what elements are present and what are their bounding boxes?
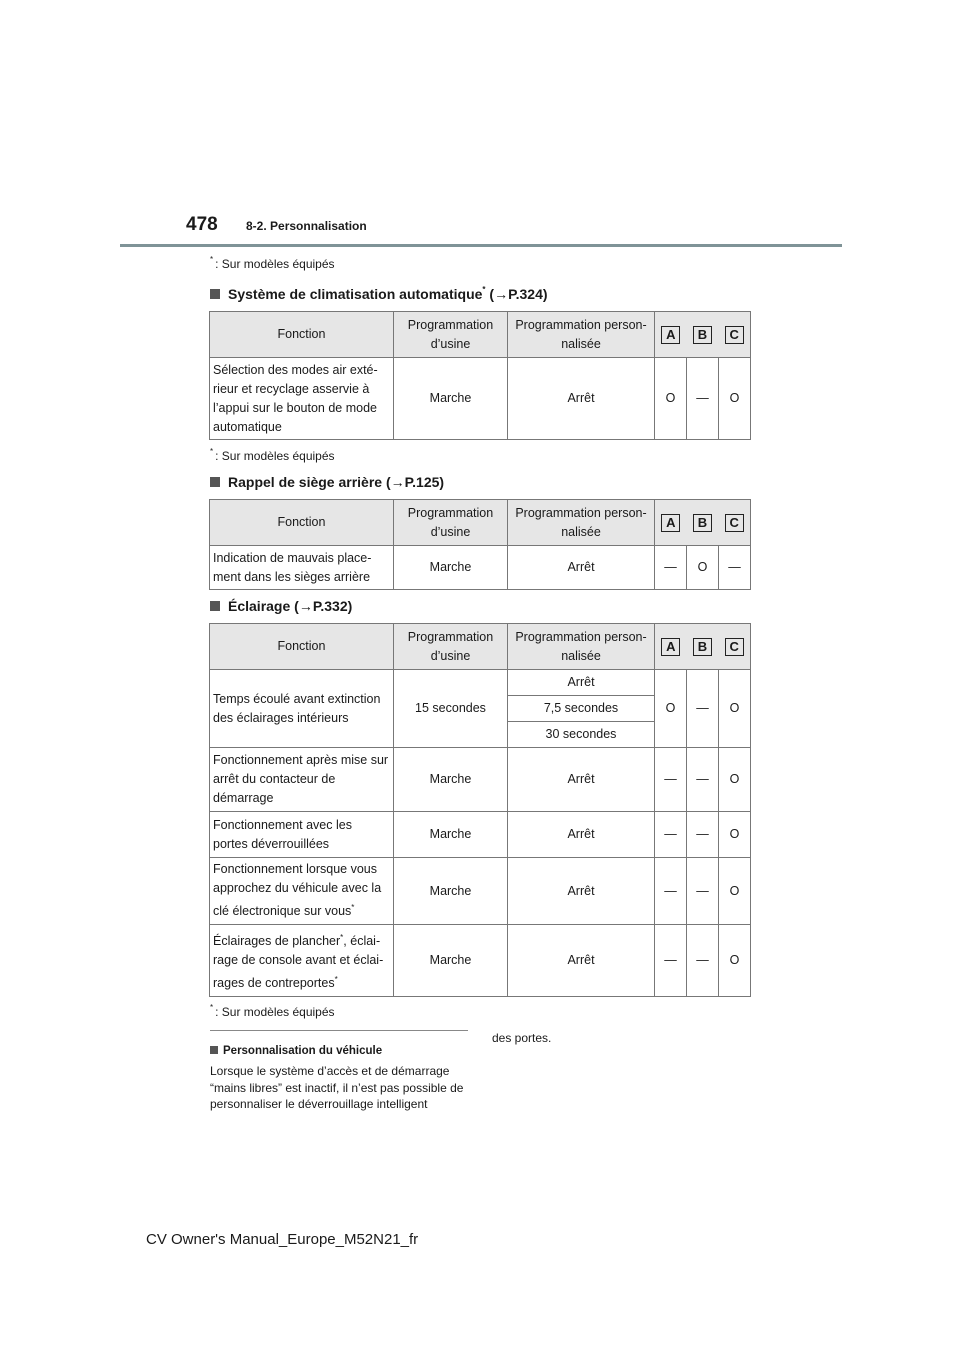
function-text: Fonctionnement lorsque vous approchez du véhicule avec la clé électronique sur vous [213, 862, 382, 919]
header-personnalisee: Programmation person-nalisée [508, 500, 655, 546]
bullet-square-icon [210, 601, 220, 611]
cell-a: — [655, 812, 687, 858]
cell-factory: Marche [394, 358, 508, 440]
box-b-icon: B [693, 638, 712, 656]
heading-text: Éclairage [228, 598, 291, 614]
header-abc [655, 500, 751, 546]
cell-custom-option: 30 secondes [508, 722, 655, 748]
header-abc [655, 312, 751, 358]
box-c-icon: C [725, 326, 744, 344]
cell-custom: Arrêt [508, 812, 655, 858]
cell-b: — [687, 748, 719, 812]
section-heading-eclairage [210, 598, 352, 614]
cell-factory: Marche [394, 858, 508, 925]
bullet-square-icon [210, 289, 220, 299]
cell-custom: Arrêt [508, 925, 655, 997]
cell-c: O [719, 925, 751, 997]
box-b-icon: B [693, 326, 712, 344]
cell-b: — [687, 925, 719, 997]
page-reference: (→P.324) [485, 286, 548, 302]
table-eclairage [209, 623, 751, 997]
cell-a: — [655, 748, 687, 812]
header-personnalisee: Programmation person-nalisée [508, 312, 655, 358]
cell-function [210, 858, 394, 925]
footnote-mark: * [334, 975, 338, 984]
cell-a: — [655, 925, 687, 997]
header-fonction: Fonction [210, 500, 394, 546]
cell-b: O [687, 546, 719, 590]
footnote-mark: * [210, 1003, 214, 1012]
header-personnalisee: Programmation person-nalisée [508, 624, 655, 670]
heading-text: Système de climatisation automatique [228, 286, 483, 302]
cell-b: — [687, 812, 719, 858]
bullet-square-icon [210, 477, 220, 487]
bullet-square-icon [210, 1046, 218, 1054]
header-usine: Programmation d’usine [394, 500, 508, 546]
note-body: Lorsque le système d’accès et de démarrage “mains libres” est inactif, il n’est pas possible de personnaliser le déverrouillage intelligent [210, 1064, 464, 1111]
cell-a: O [655, 358, 687, 440]
note-continuation: des portes. [492, 1031, 552, 1045]
cell-a: O [655, 670, 687, 748]
cell-custom: Arrêt [508, 358, 655, 440]
cell-custom: Arrêt [508, 546, 655, 590]
footnote [210, 447, 335, 463]
cell-b: — [687, 858, 719, 925]
page-footer: CV Owner's Manual_Europe_M52N21_fr [146, 1231, 419, 1248]
footnote-text: : Sur modèles équipés [215, 257, 335, 271]
page-reference: (→P.125) [382, 474, 445, 490]
cell-factory: Marche [394, 546, 508, 590]
box-c-icon: C [725, 514, 744, 532]
cell-c: O [719, 670, 751, 748]
cell-function: Sélection des modes air exté-rieur et recyclage asservie à l’appui sur le bouton de mode automatique [210, 358, 394, 440]
cell-c: O [719, 858, 751, 925]
cell-custom-option: Arrêt [508, 670, 655, 696]
note-heading [210, 1045, 382, 1057]
cell-custom: Arrêt [508, 748, 655, 812]
function-text: , éclai-rage de console avant et éclai-rages de contreportes [213, 934, 384, 991]
page-number: 478 [186, 214, 218, 235]
header-usine: Programmation d’usine [394, 312, 508, 358]
table-climatisation [209, 311, 751, 440]
section-heading-climatisation [210, 285, 548, 302]
function-text: Éclairages de plancher [213, 934, 341, 948]
box-a-icon: A [661, 326, 680, 344]
cell-factory: 15 secondes [394, 670, 508, 748]
box-b-icon: B [693, 514, 712, 532]
cell-b: — [687, 358, 719, 440]
header-abc [655, 624, 751, 670]
cell-factory: Marche [394, 812, 508, 858]
footnote [210, 1003, 335, 1019]
header-rule [120, 244, 842, 247]
footnote-text: : Sur modèles équipés [215, 1005, 335, 1019]
header-fonction: Fonction [210, 624, 394, 670]
section-title: 8-2. Personnalisation [246, 219, 367, 233]
cell-factory: Marche [394, 925, 508, 997]
footnote-mark: * [210, 255, 214, 264]
cell-c: O [719, 358, 751, 440]
page-reference: (→P.332) [290, 598, 353, 614]
header-usine: Programmation d’usine [394, 624, 508, 670]
header-fonction: Fonction [210, 312, 394, 358]
box-a-icon: A [661, 638, 680, 656]
note-divider [210, 1030, 468, 1031]
footnote-mark: * [482, 285, 486, 294]
section-heading-rappel [210, 474, 444, 490]
footnote-mark: * [210, 447, 214, 456]
footnote-mark: * [351, 903, 355, 913]
footnote-text: : Sur modèles équipés [215, 449, 335, 463]
cell-function: Fonctionnement avec les portes déverrouillées [210, 812, 394, 858]
table-rappel [209, 499, 751, 590]
cell-custom: Arrêt [508, 858, 655, 925]
cell-c: O [719, 812, 751, 858]
footnote-mark: * [340, 932, 344, 942]
cell-custom-option: 7,5 secondes [508, 696, 655, 722]
cell-a: — [655, 546, 687, 590]
cell-function: Indication de mauvais place-ment dans les sièges arrière [210, 546, 394, 590]
cell-a: — [655, 858, 687, 925]
footnote [210, 255, 335, 271]
heading-text: Rappel de siège arrière [228, 474, 383, 490]
cell-function: Fonctionnement après mise sur arrêt du contacteur de démarrage [210, 748, 394, 812]
cell-function: Temps écoulé avant extinction des éclairages intérieurs [210, 670, 394, 748]
box-c-icon: C [725, 638, 744, 656]
note-title: Personnalisation du véhicule [223, 1045, 383, 1057]
cell-function [210, 925, 394, 997]
box-a-icon: A [661, 514, 680, 532]
cell-factory: Marche [394, 748, 508, 812]
cell-c: — [719, 546, 751, 590]
cell-b: — [687, 670, 719, 748]
cell-c: O [719, 748, 751, 812]
